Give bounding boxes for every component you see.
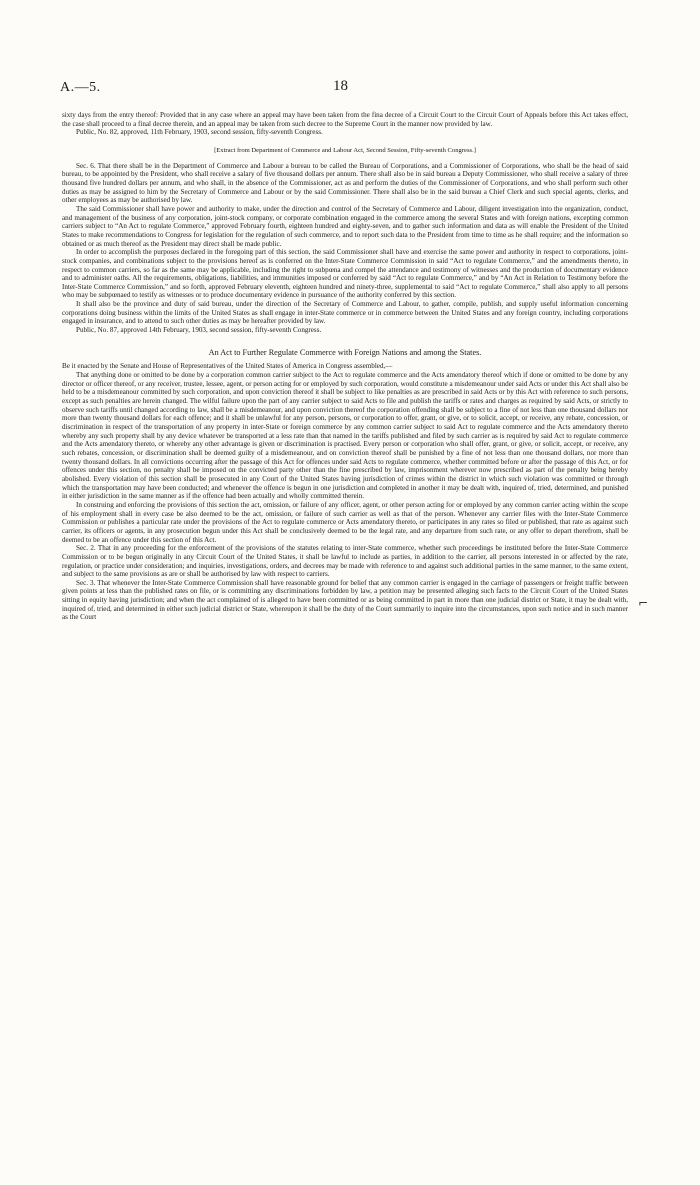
act-title: An Act to Further Regulate Commerce with Foreign Nations and among the States.	[208, 347, 482, 357]
paragraph: The said Commissioner shall have power and authority to make, under the direction and control of the Secretary of Commerce and Labour, diligent investigation into the organization, conduct, and management of the business of any corporation, joint-stock company, or corporate combination engaged in the commerce among the several States and with foreign nations, excepting common carriers subject to “An Act to regulate Commerce,” approved February fourth, eighteen hundred and eighty-seven, and to gather such information and data as will enable the President of the United States to make recommendations to Congress for legislation for the regulation of such commerce, and to report such data to the President from time to time as he shall require; and the information so obtained or as much thereof as the President may direct shall be made public.	[62, 204, 628, 248]
paragraph: Sec. 3. That whenever the Inter-State Commerce Commission shall have reasonable ground for belief that any common carrier is engaged in the carriage of passengers or freight traffic between given points at less than the published rates on file, or is committing any discriminations forbidden by law, a petition may be presented alleging such facts to the Circuit Court of the United States sitting in equity having jurisdiction; and when the act complained of is alleged to have been committed or as being committed in part in more than one judicial district or State, it may be dealt with, inquired of, tried, and determined in either such judicial district or State, whereupon it shall be the duty of the Court summarily to inquire into the circumstances, upon such notice and in such manner as the Court	[62, 578, 628, 622]
paragraph: Sec. 2. That in any proceeding for the enforcement of the provisions of the statutes relating to inter-State commerce, whether such proceedings be instituted before the Inter-State Commerce Commission or to be begun originally in any Circuit Court of the United States, it shall be lawful to include as parties, in addition to the carrier, all persons interested in or affected by the rate, regulation, or practice under consideration; and inquiries, investigations, orders, and decrees may be made with reference to and against such additional parties in the same manner, to the same extent, and subject to the same provisions as are or shall be authorised by law with respect to carriers.	[62, 544, 628, 579]
margin-pen-mark-icon: ⌐	[638, 596, 649, 610]
paragraph: That anything done or omitted to be done by a corporation common carrier subject to the Act to regulate commerce and the Acts amendatory thereof which if done or omitted to be done by any director or officer thereof, or any receiver, trustee, lessee, agent, or person acting for or employed by such corporation, would constitute a misdemeanour under said Acts or under this Act shall also be held to be a misdemeanour committed by such corporation, and upon conviction thereof it shall be subject to like penalties as are prescribed in said Acts or by this Act with reference to such persons, except as such penalties are herein changed. The wilful failure upon the part of any carrier subject to said Acts to file and publish the tariffs or rates and charges as required by said Acts, or strictly to observe such tariffs until changed according to law, shall be a misdemeanour, and upon conviction thereof the corporation offending shall be subject to a fine of not less than one thousand dollars nor more than twenty thousand dollars for each offence; and it shall be unlawful for any person, persons, or corporation to offer, grant, or give, or to solicit, accept, or receive, any rebate, concession, or discrimination in respect of the transportation of any property in inter-State or foreign commerce by any common carrier subject to said Act to regulate commerce and the Acts amendatory thereto whereby any such property shall by any device whatever be transported at a less rate than that named in the tariffs published and filed by such carrier as is required by said Act to regulate commerce and the Acts amendatory thereto, or whereby any other advantage is given or discrimination is practised. Every person or corporation who shall offer, grant, or give, or solicit, accept, or receive, any such rebates, concession, or discrimination shall be deemed guilty of a misdemeanour, and on conviction thereof shall be punished by a fine of not less than one thousand dollars, nor more than twenty thousand dollars. In all convictions occurring after the passage of this Act for offences under said Acts to regulate commerce, whether committed before or after the passage of this Act, or for offences under this section, no penalty shall be imposed on the convicted party other than the fine prescribed by law, imprisonment wherever now prescribed as part of the penalty being hereby abolished. Every violation of this section shall be prosecuted in any Court of the United States having jurisdiction of crimes within the district in which such violation was committed or through which the transportation may have been conducted; and whenever the offence is begun in one jurisdiction and completed in another it may be dealt with, inquired of, tried, determined, and punished in either jurisdiction in the same manner as if the offence had been actually and wholly committed therein.	[62, 371, 628, 501]
paragraph: Sec. 6. That there shall be in the Department of Commerce and Labour a bureau to be called the Bureau of Corporations, and a Commissioner of Corporations, who shall be the head of said bureau, to be appointed by the President, who shall receive a salary of five thousand dollars per annum. There shall also be in said bureau a Deputy Commissioner, who shall receive a salary of three thousand five hundred dollars per annum, and who shall, in the absence of the Commissioner, act as and perform the duties of the Commissioner of Corporations, and who shall perform such other duties as may be assigned to him by the Secretary of Commerce and Labour or by the said Commissioner. There shall also be in the said bureau a Chief Clerk and such special agents, clerks, and other employees as may be authorised by law.	[62, 161, 628, 205]
act-citation: Public, No. 87, approved 14th February, 1903, second session, fifty-seventh Congress.	[76, 326, 322, 335]
continued-paragraph: sixty days from the entry thereof: Provided that in any case where an appeal may have been taken from the fina decree of a Circuit Court to the Circuit Court of Appeals before this Act takes effect, the case shall proceed to a final decree therein, and an appeal may be taken from such decree to the Supreme Court in the manner now provided by law.	[62, 111, 628, 128]
page-body	[62, 111, 628, 622]
paragraph: In construing and enforcing the provisions of this section the act, omission, or failure of any officer, agent, or other person acting for or employed by any common carrier acting within the scope of his employment shall in every case be also deemed to be the act, omission, or failure of such carrier as well as that of the person. Whenever any carrier files with the Inter-State Commerce Commission or publishes a particular rate under the provisions of the Act to regulate commerce or Acts amendatory thereto, or participates in any rates so filed or published, that rate as against such carrier, its officers or agents, in any prosecution begun under this Act shall be conclusively deemed to be the legal rate, and any departure from such rate, or any offer to depart therefrom, shall be deemed to be an offence under this section of this Act.	[62, 500, 628, 544]
paragraph: In order to accomplish the purposes declared in the foregoing part of this section, the said Commissioner shall have and exercise the same power and authority in respect to corporations, joint-stock companies, and combinations subject to the provisions hereof as is conferred on the Inter-State Commerce Commission in said “Act to regulate Commerce,” and the amendments thereto, in respect to common carriers, so far as the same may be applicable, including the right to subpœna and compel the attendance and testimony of witnesses and the production of documentary evidence and to administer oaths. All the requirements, obligations, liabilities, and immunities imposed or conferred by said “Act to regulate Commerce,” and by “An Act in Relation to Testimony before the Inter-State Commerce Commission,” and so forth, approved February eleventh, eighteen hundred and ninety-three, supplemental to said “Act to regulate Commerce,” shall also apply to all persons who may be subpœnaed to testify as witnesses or to produce documentary evidence in pursuance of the authority conferred by this section.	[62, 248, 628, 300]
paragraph: It shall also be the province and duty of said bureau, under the direction of the Secretary of Commerce and Labour, to gather, compile, publish, and supply useful information concerning corporations doing business within the limits of the United States as shall engage in inter-State commerce or in commerce between the United States and any foreign country, including corporations engaged in insurance, and to attend to such other duties as may be hereafter provided by law.	[62, 300, 628, 326]
enacting-clause: Be it enacted by the Senate and House of Representatives of the United States of America in Congress assembled,—	[62, 362, 393, 371]
extract-heading: [Extract from Department of Commerce and Labour Act, Second Session, Fifty-seventh Congress.]	[214, 146, 476, 154]
page-number: 18	[333, 78, 348, 94]
act-citation: Public, No. 82, approved, 11th February, 1903, second session, fifty-seventh Congress.	[76, 128, 323, 137]
document-code: A.—5.	[60, 80, 101, 95]
